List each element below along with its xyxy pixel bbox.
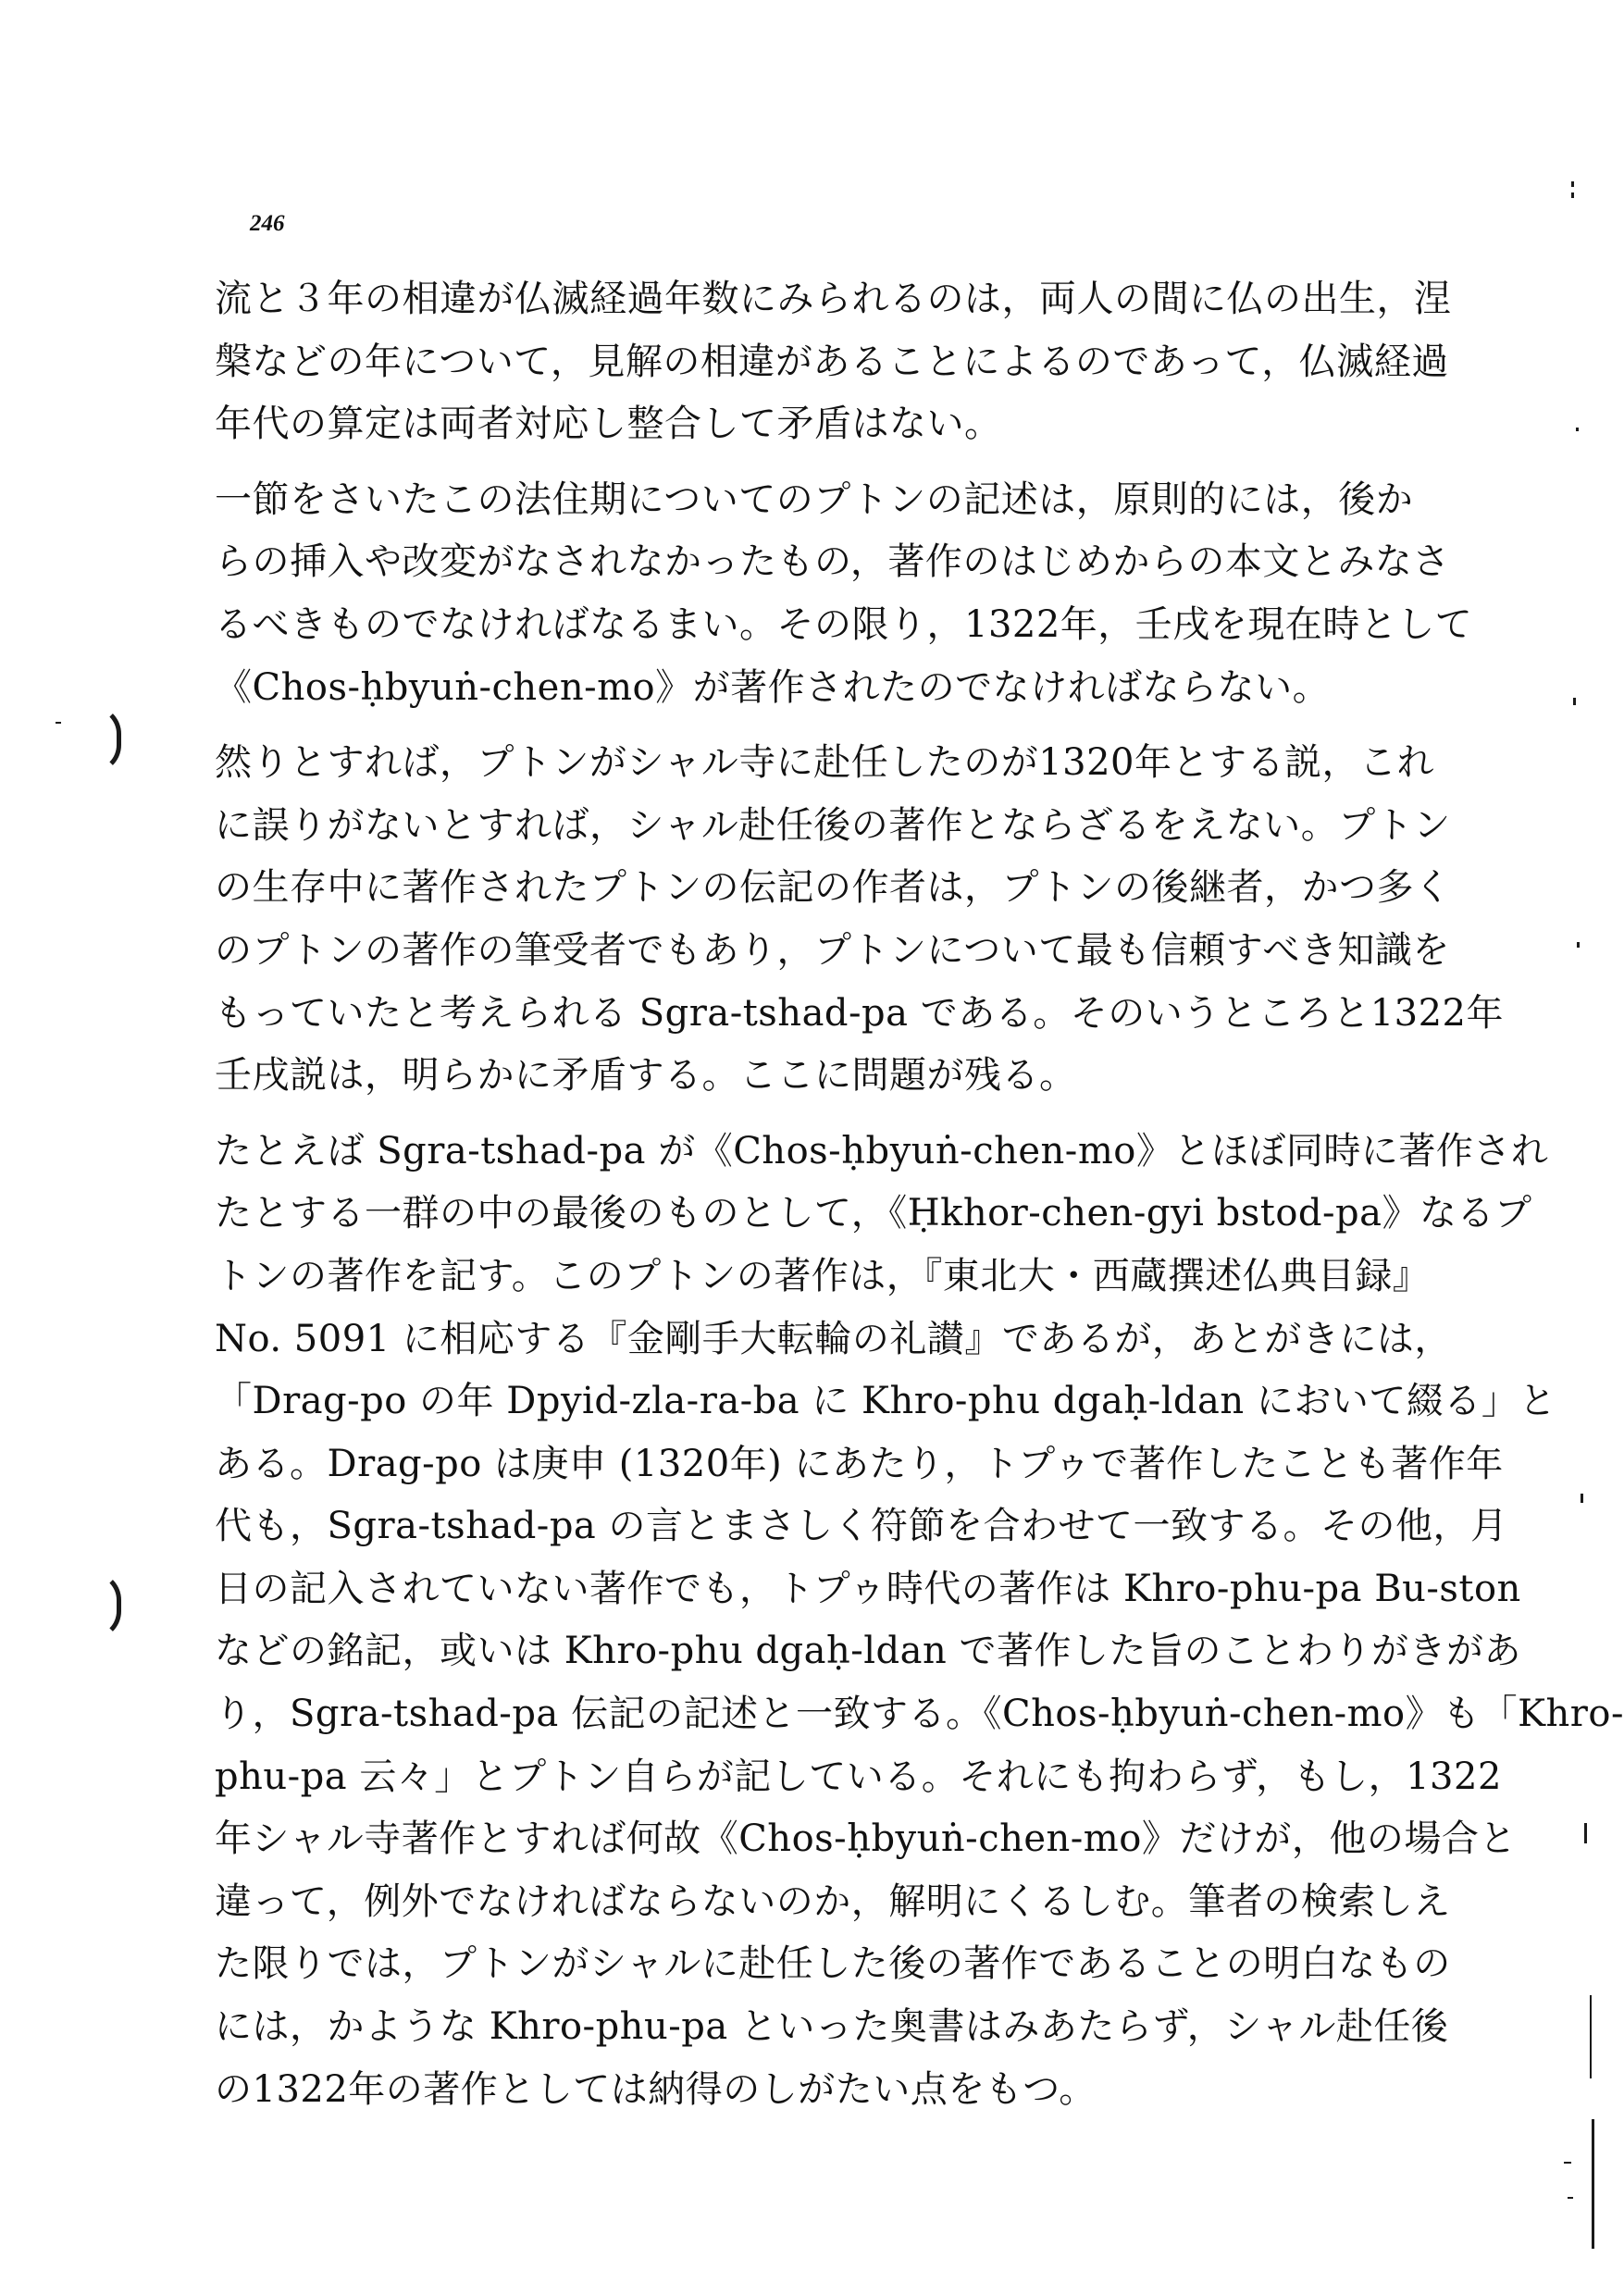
scan-speck [1577,942,1580,948]
text-line: などの銘記，或いは Khro-phu dgaḥ-ldan で著作した旨のことわりがきがあ [215,1630,1521,1673]
text-line: の1322年の著作としては納得のしがたい点をもつ。 [215,2067,1097,2111]
scan-speck [1581,1494,1583,1503]
text-line: には，かような Khro-phu-pa といった奥書はみあたらず，シャル赴任後 [215,2005,1449,2049]
text-line: らの挿入や改変がなされなかったもの，著作のはじめからの本文とみなさ [215,540,1450,584]
text-line: ある。Drag-po は庚申 (1320年) にあたり，トプゥで著作したことも著作年 [215,1442,1504,1485]
text-line: 壬戌説は，明らかに矛盾する。ここに問題が残る。 [215,1054,1077,1098]
text-line: に誤りがないとすれば，シャル赴任後の著作とならざるをえない。プトン [215,803,1451,847]
text-line: り，Sgra-tshad-pa 伝記の記述と一致する。《Chos-ḥbyuṅ-chen-mo》も「Khro- [215,1693,1624,1736]
scan-speck [1568,2197,1573,2199]
text-line: 違って，例外でなければならないのか，解明にくるしむ。筆者の検索しえ [215,1879,1451,1923]
body-text [215,268,1624,2121]
scan-speck [1573,698,1576,705]
binding-hole-mark [93,1571,121,1640]
text-line: たとえば Sgra-tshad-pa が《Chos-ḥbyuṅ-chen-mo》とほぼ同時に著作され [215,1129,1549,1172]
text-line: のプトンの著作の筆受者でもあり，プトンについて最も信頼すべき知識を [215,928,1450,972]
text-line: もっていたと考えられる Sgra-tshad-pa である。そのいうところと1322年 [215,991,1505,1035]
text-line: 《Chos-ḥbyuṅ-chen-mo》が著作されたのでなければならない。 [215,665,1331,709]
text-line: phu-pa 云々」とプトン自らが記している。それにも拘わらず，もし，1322 [215,1755,1502,1798]
text-line: 代も，Sgra-tshad-pa の言とまさしく符節を合わせて一致する。その他，月 [215,1505,1508,1548]
text-line: たとする一群の中の最後のものとして，《Ḥkhor-chen-gyi bstod-pa》なるプ [215,1192,1532,1235]
text-line: 日の記入されていない著作でも，トプゥ時代の著作は Khro-phu-pa Bu-ston [215,1567,1521,1610]
text-line: 槃などの年について，見解の相違があることによるのであって，仏滅経過 [215,340,1449,383]
text-line: 然りとすれば，プトンがシャル寺に赴任したのが1320年とする説，これ [215,741,1434,785]
text-line: トンの著作を記す。このプトンの著作は，『東北大・西蔵撰述仏典目録』 [215,1254,1431,1297]
scan-speck [1571,192,1574,198]
page-number: 246 [250,211,285,236]
text-line: るべきものでなければなるまい。その限り，1322年，壬戌を現在時として [215,602,1473,646]
text-line: 年シャル寺著作とすれば何故《Chos-ḥbyuṅ-chen-mo》だけが，他の場合と [215,1817,1517,1861]
scan-edge-mark [1584,1823,1587,1843]
scan-speck [1576,428,1579,431]
text-line: 一節をさいたこの法住期についてのプトンの記述は，原則的には，後か [215,478,1414,521]
text-line: た限りでは，プトンがシャルに赴任した後の著作であることの明白なもの [215,1942,1451,1986]
text-line: No. 5091 に相応する『金剛手大転輪の礼讃』であるが，あとがきには， [215,1317,1452,1360]
scan-edge-mark [1590,1995,1592,2078]
binding-hole-mark [93,705,121,774]
scan-edge-mark [1592,2119,1594,2249]
scan-speck [1571,181,1574,187]
text-line: 「Drag-po の年 Dpyid-zla-ra-ba に Khro-phu dgaḥ-ldan において綴る」と [215,1380,1556,1423]
text-line: の生存中に著作されたプトンの伝記の作者は，プトンの後継者，かつ多く [215,866,1452,910]
scan-speck [56,722,61,724]
text-line: 流と３年の相違が仏滅経過年数にみられるのは，両人の間に仏の出生，涅 [215,278,1452,320]
text-line: 年代の算定は両者対応し整合して矛盾はない。 [215,403,1002,446]
scan-speck [1564,2162,1571,2164]
